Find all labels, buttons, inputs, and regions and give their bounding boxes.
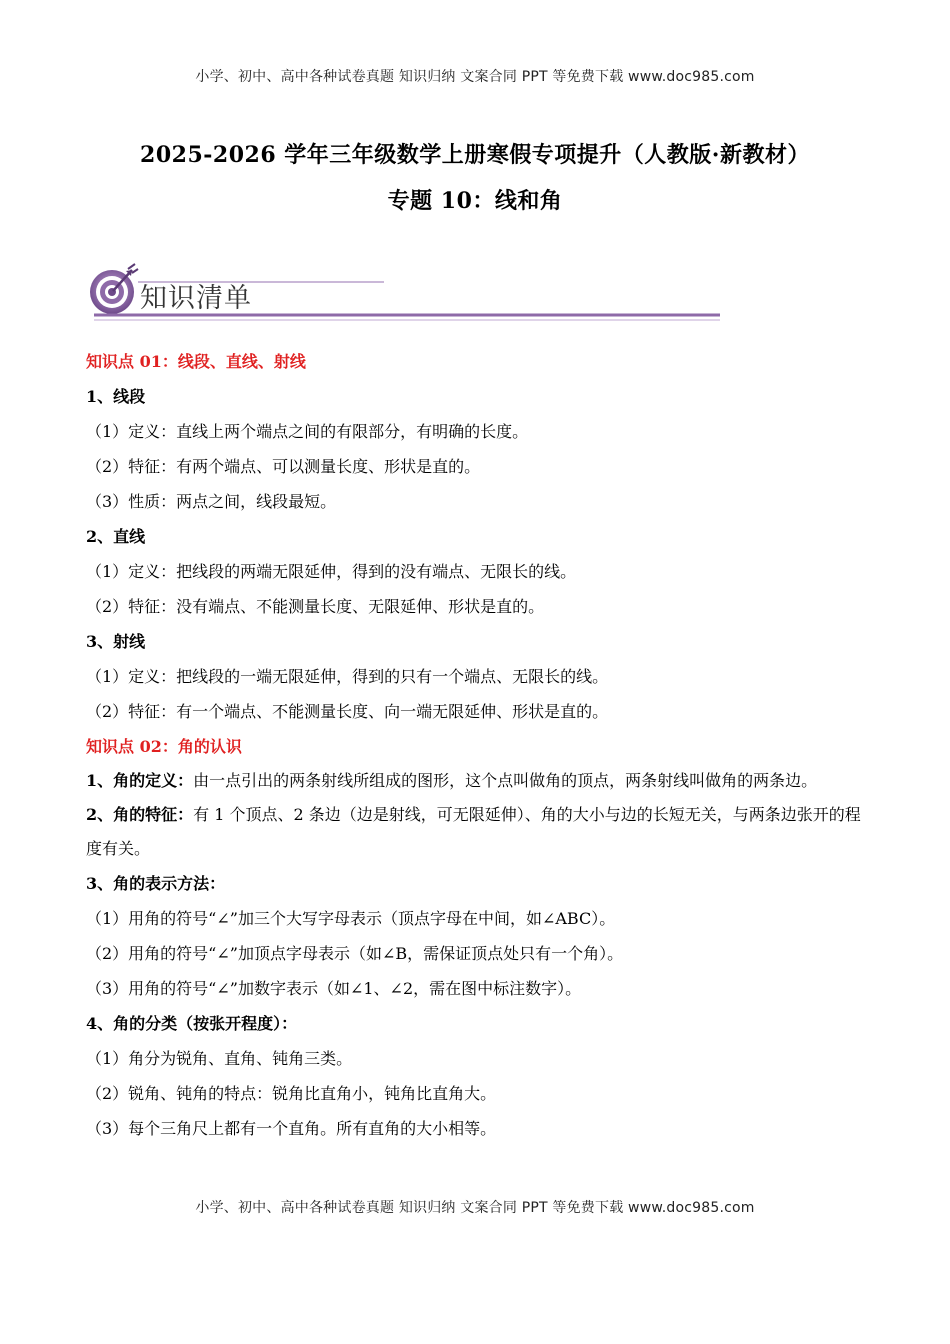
list-item: （3）性质：两点之间，线段最短。 [86, 492, 337, 511]
list-item: （3）每个三角尺上都有一个直角。所有直角的大小相等。 [86, 1119, 497, 1138]
subsection-title: 1、线段 [86, 387, 146, 406]
document-title: 2025-2026 学年三年级数学上册寒假专项提升（人教版·新教材） [140, 142, 810, 168]
paragraph [86, 764, 866, 798]
content-body [86, 344, 866, 1146]
list-item: （2）用角的符号“∠”加顶点字母表示（如∠B，需保证顶点处只有一个角）。 [86, 944, 624, 963]
section-heading: 知识点 01：线段、直线、射线 [86, 352, 306, 371]
document-subtitle: 专题 10：线和角 [387, 188, 563, 214]
list-item: （2）锐角、钝角的特点：锐角比直角小，钝角比直角大。 [86, 1084, 497, 1103]
paragraph-text: 有 1 个顶点、2 条边（边是射线，可无限延伸）、角的大小与边的长短无关，与两条边张开的程度有关。 [86, 805, 861, 858]
list-item: （1）角分为锐角、直角、钝角三类。 [86, 1049, 353, 1068]
paragraph [86, 798, 866, 866]
paragraph-label: 1、角的定义： [86, 771, 194, 790]
subsection-title: 2、直线 [86, 527, 146, 546]
paragraph-label: 2、角的特征： [86, 805, 194, 824]
banner-label: 知识清单 [140, 283, 252, 314]
footer-note: 小学、初中、高中各种试卷真题 知识归纳 文案合同 PPT 等免费下载 www.doc985.com [195, 1200, 755, 1216]
list-item: （2）特征：有两个端点、可以测量长度、形状是直的。 [86, 457, 481, 476]
list-item: （1）用角的符号“∠”加三个大写字母表示（顶点字母在中间，如∠ABC）。 [86, 909, 616, 928]
list-item: （3）用角的符号“∠”加数字表示（如∠1、∠2，需在图中标注数字）。 [86, 979, 582, 998]
header-note: 小学、初中、高中各种试卷真题 知识归纳 文案合同 PPT 等免费下载 www.doc985.com [195, 69, 755, 85]
subsection-title: 4、角的分类（按张开程度）： [86, 1014, 298, 1033]
knowledge-list-banner [88, 262, 724, 332]
list-item: （1）定义：把线段的一端无限延伸，得到的只有一个端点、无限长的线。 [86, 667, 609, 686]
paragraph-text: 由一点引出的两条射线所组成的图形，这个点叫做角的顶点，两条射线叫做角的两条边。 [193, 771, 818, 790]
subsection-title: 3、角的表示方法： [86, 874, 226, 893]
list-item: （2）特征：没有端点、不能测量长度、无限延伸、形状是直的。 [86, 597, 545, 616]
subsection-title: 3、射线 [86, 632, 146, 651]
list-item: （1）定义：直线上两个端点之间的有限部分，有明确的长度。 [86, 422, 529, 441]
section-heading: 知识点 02：角的认识 [86, 737, 242, 756]
list-item: （2）特征：有一个端点、不能测量长度、向一端无限延伸、形状是直的。 [86, 702, 609, 721]
list-item: （1）定义：把线段的两端无限延伸，得到的没有端点、无限长的线。 [86, 562, 577, 581]
